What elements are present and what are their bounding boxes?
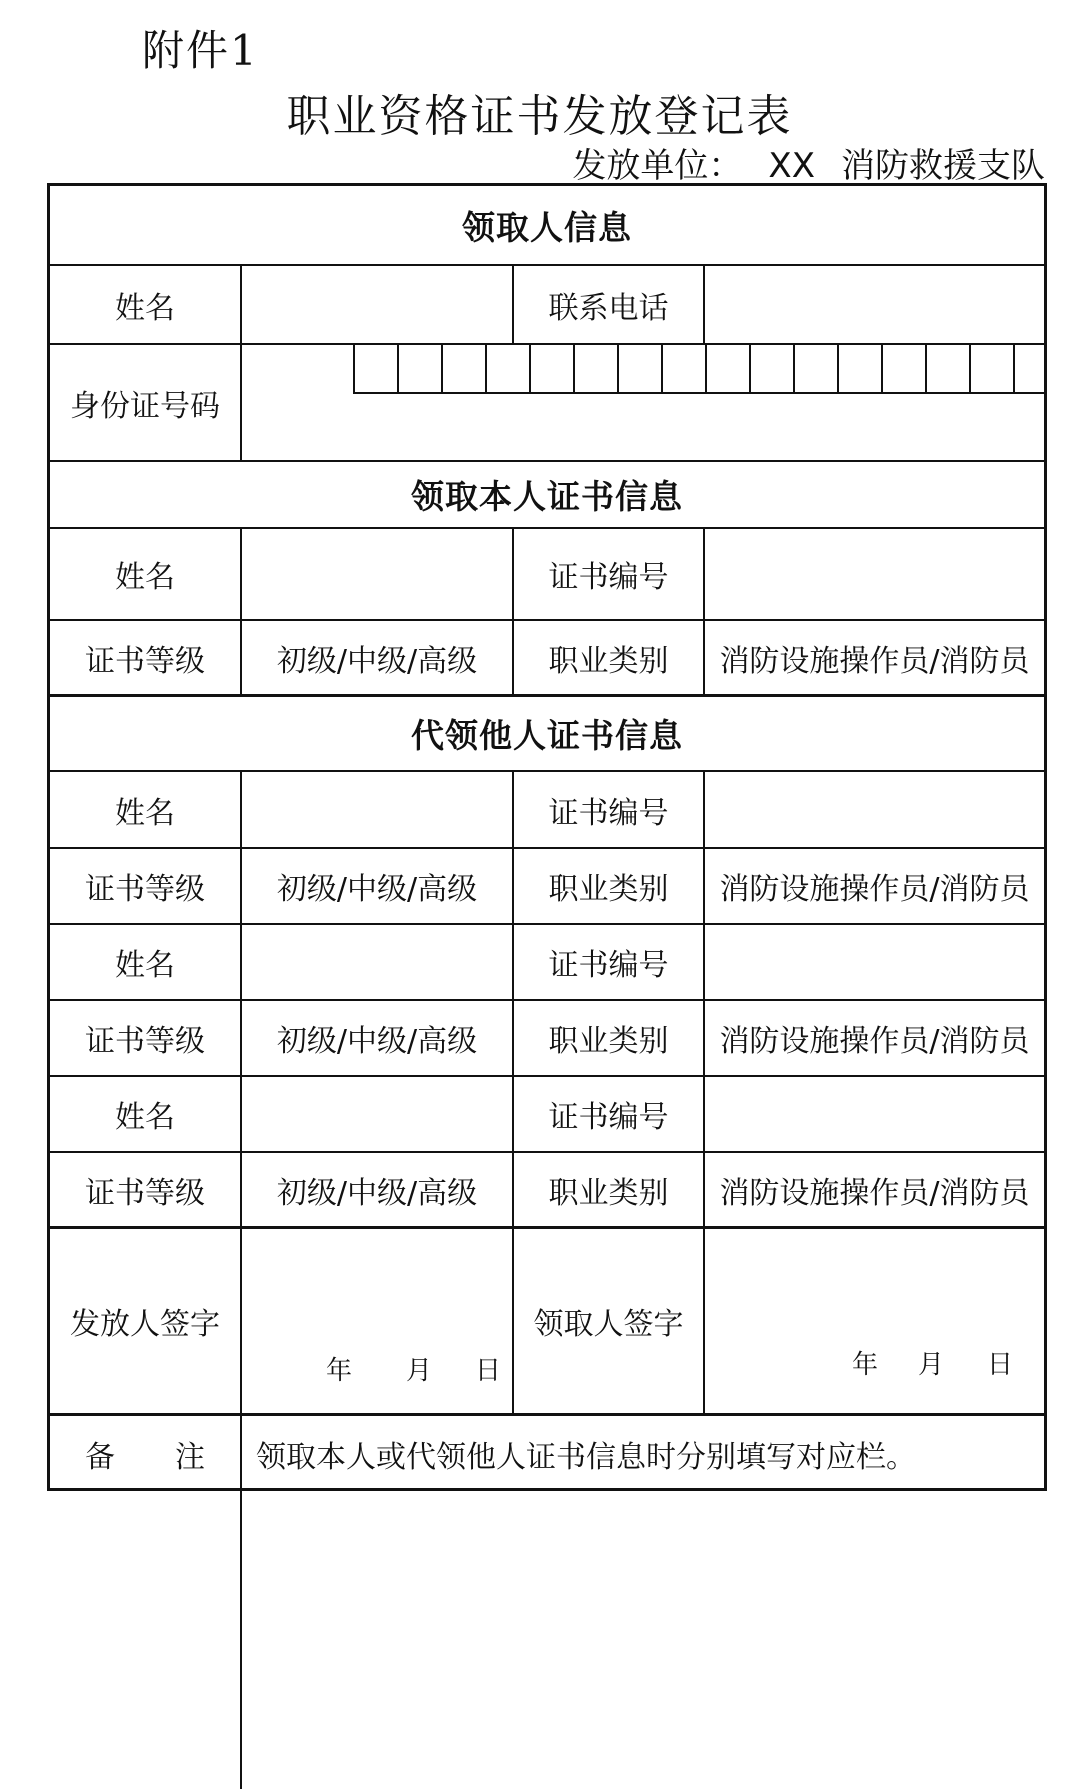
receiver-date-year: 年 [852, 1350, 879, 1380]
own-name-field[interactable] [242, 529, 512, 619]
id-digit-box[interactable] [353, 345, 397, 394]
proxy-category-label: 职业类别 [548, 1024, 669, 1059]
id-digit-box[interactable] [1013, 345, 1044, 394]
issuer-date-month: 月 [406, 1356, 433, 1386]
proxy-cert-number-label: 证书编号 [548, 948, 669, 983]
own-name-label: 姓名 [115, 560, 175, 595]
proxy-name-label: 姓名 [115, 1100, 175, 1135]
issuing-unit-suffix: 消防救援支队 [841, 146, 1045, 186]
proxy-level-options[interactable]: 初级/中级/高级 [276, 872, 478, 907]
proxy-cert-number-label: 证书编号 [548, 795, 669, 831]
proxy-name-field[interactable] [242, 925, 512, 999]
section-proxy-cert: 代领他人证书信息 [411, 716, 683, 755]
own-cert-number-label: 证书编号 [548, 560, 669, 595]
issuing-unit [572, 138, 1045, 187]
proxy-category-options[interactable]: 消防设施操作员/消防员 [719, 1175, 1030, 1211]
own-level-options[interactable]: 初级/中级/高级 [276, 643, 478, 679]
proxy-level-options[interactable]: 初级/中级/高级 [276, 1024, 478, 1059]
proxy-cert-number-label: 证书编号 [548, 1100, 669, 1135]
id-digit-box[interactable] [793, 345, 837, 394]
proxy-category-options[interactable]: 消防设施操作员/消防员 [719, 872, 1030, 907]
proxy-category-label: 职业类别 [548, 1175, 669, 1211]
section-recipient-info: 领取人信息 [462, 207, 632, 247]
id-digit-box[interactable] [705, 345, 749, 394]
recipient-phone-field[interactable] [705, 266, 1044, 343]
issuer-signature-label: 发放人签字 [70, 1307, 220, 1342]
recipient-name-label: 姓名 [115, 290, 175, 326]
id-digit-box[interactable] [837, 345, 881, 394]
issuer-date-year: 年 [326, 1356, 353, 1386]
own-cert-number-field[interactable] [705, 529, 1044, 619]
proxy-name-field[interactable] [242, 1077, 512, 1151]
proxy-level-label: 证书等级 [85, 1175, 205, 1211]
recipient-phone-label: 联系电话 [548, 290, 669, 326]
issuing-unit-value[interactable]: XX [746, 148, 837, 186]
id-digit-box[interactable] [441, 345, 485, 394]
id-digit-box[interactable] [573, 345, 617, 394]
receiver-date-month: 月 [918, 1350, 945, 1380]
proxy-category-label: 职业类别 [548, 872, 669, 907]
attachment-label: 附件1 [142, 26, 259, 75]
registration-form [47, 183, 1047, 1491]
form-title: 职业资格证书发放登记表 [286, 91, 793, 142]
proxy-name-label: 姓名 [115, 948, 175, 983]
receiver-signature-field[interactable] [705, 1229, 1044, 1413]
proxy-category-options[interactable]: 消防设施操作员/消防员 [719, 1024, 1030, 1059]
own-category-label: 职业类别 [548, 643, 669, 679]
id-digit-box[interactable] [661, 345, 705, 394]
id-digit-box[interactable] [969, 345, 1013, 394]
remarks-label: 备 注 [85, 1440, 205, 1475]
id-digit-box[interactable] [749, 345, 793, 394]
id-digit-box[interactable] [881, 345, 925, 394]
id-digit-box[interactable] [617, 345, 661, 394]
receiver-signature-label: 领取人签字 [533, 1307, 684, 1342]
proxy-name-field[interactable] [242, 772, 512, 847]
own-level-label: 证书等级 [85, 643, 205, 679]
issuing-unit-label: 发放单位： [572, 146, 743, 186]
proxy-cert-number-field[interactable] [705, 925, 1044, 999]
recipient-name-field[interactable] [242, 266, 512, 343]
id-digit-box[interactable] [529, 345, 573, 394]
id-digit-box[interactable] [925, 345, 969, 394]
issuer-date-day: 日 [475, 1356, 502, 1386]
remarks-text: 领取本人或代领他人证书信息时分别填写对应栏。 [256, 1440, 916, 1475]
proxy-cert-number-field[interactable] [705, 772, 1044, 847]
proxy-level-label: 证书等级 [85, 872, 205, 907]
issuer-signature-field[interactable] [242, 1229, 512, 1413]
id-digit-box[interactable] [485, 345, 529, 394]
recipient-id-label: 身份证号码 [70, 388, 220, 424]
proxy-name-label: 姓名 [115, 795, 175, 831]
receiver-date-day: 日 [987, 1350, 1014, 1380]
proxy-level-options[interactable]: 初级/中级/高级 [276, 1175, 478, 1211]
proxy-level-label: 证书等级 [85, 1024, 205, 1059]
proxy-cert-number-field[interactable] [705, 1077, 1044, 1151]
id-digit-box[interactable] [397, 345, 441, 394]
section-own-cert: 领取本人证书信息 [411, 477, 683, 516]
own-category-options[interactable]: 消防设施操作员/消防员 [719, 643, 1030, 679]
